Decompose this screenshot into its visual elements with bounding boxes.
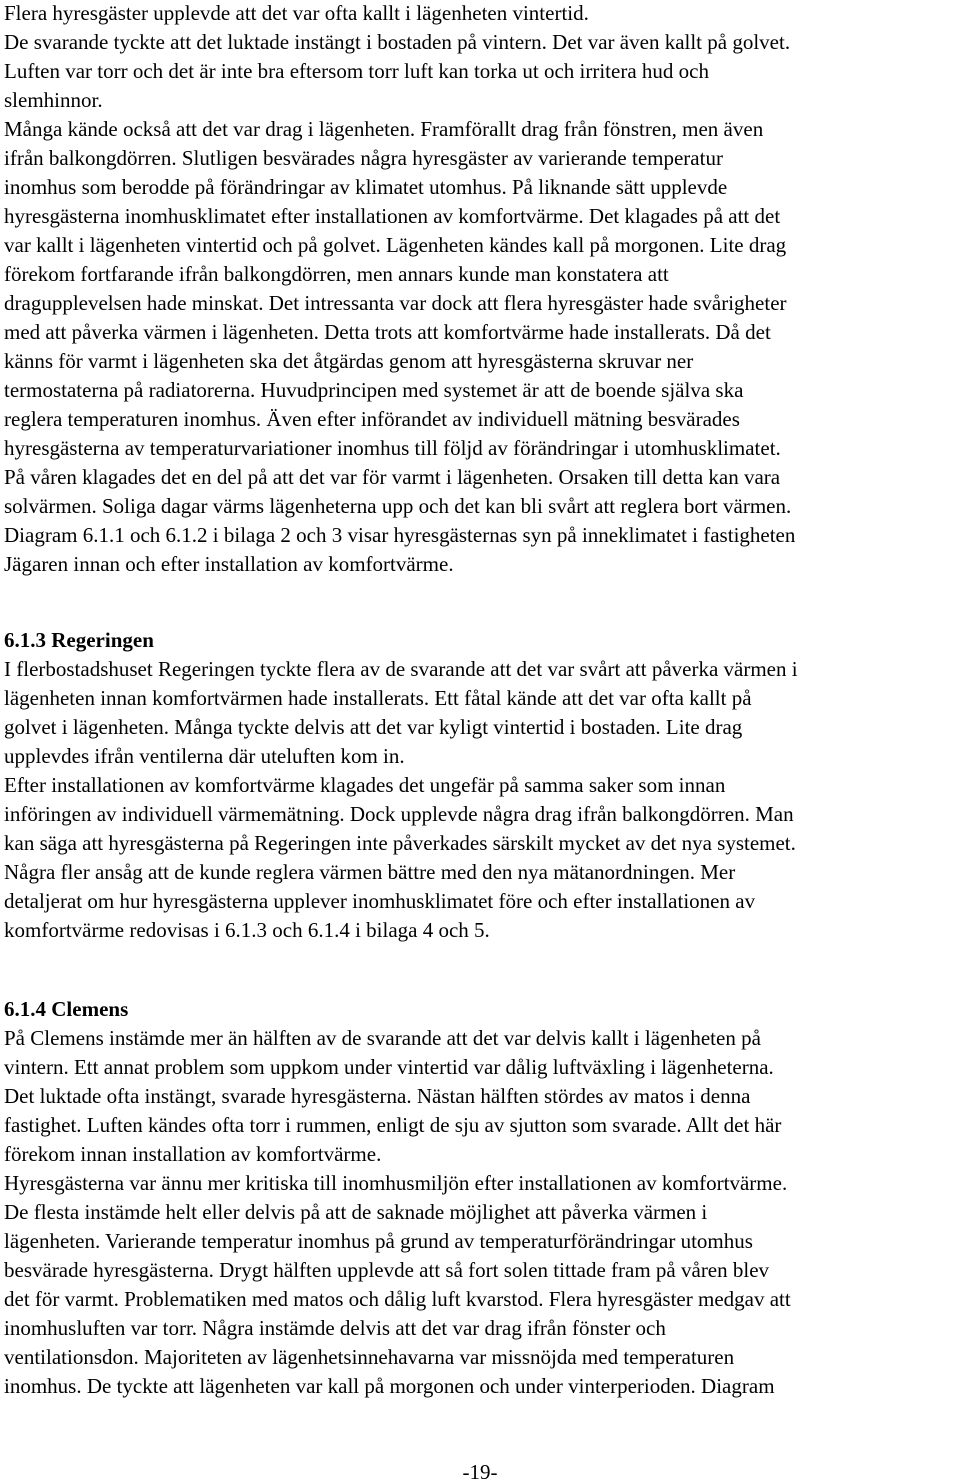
- text-line: termostaterna på radiatorerna. Huvudprincipen med systemet är att de boende själva ska: [4, 378, 744, 402]
- text-line: besvärade hyresgästerna. Drygt hälften upplevde att så fort solen tittade fram på våren blev: [4, 1258, 770, 1282]
- text-line: lägenheten innan komfortvärmen hade installerats. Ett fåtal kände att det var ofta kallt på: [4, 686, 752, 710]
- section-clemens: [4, 995, 960, 1401]
- text-line: Jägaren innan och efter installation av komfortvärme.: [4, 552, 454, 576]
- text-line: inomhus. De tyckte att lägenheten var kall på morgonen och under vinterperioden. Diagram: [4, 1374, 775, 1398]
- text-line: kan säga att hyresgästerna på Regeringen inte påverkades särskilt mycket av det nya systemet.: [4, 831, 796, 855]
- text-line: detaljerat om hur hyresgästerna upplever inomhusklimatet före och efter installationen av: [4, 889, 756, 913]
- text-line: De svarande tyckte att det luktade instängt i bostaden på vintern. Det var även kallt på golvet.: [4, 30, 791, 54]
- text-line: dragupplevelsen hade minskat. Det intressanta var dock att flera hyresgäster hade svårigheter: [4, 291, 787, 315]
- text-line: De flesta instämde helt eller delvis på att de saknade möjlighet att påverka värmen i: [4, 1200, 708, 1224]
- text-line: lägenheten. Varierande temperatur inomhus på grund av temperaturförändringar utomhus: [4, 1229, 753, 1253]
- section-heading: 6.1.4 Clemens: [4, 997, 129, 1021]
- text-line: hyresgästerna inomhusklimatet efter installationen av komfortvärme. Det klagades på att det: [4, 204, 781, 228]
- document-page: [4, 0, 960, 1401]
- text-line: fastighet. Luften kändes ofta torr i rummen, enligt de sju av sjutton som svarade. Allt det här: [4, 1113, 782, 1137]
- text-line: Några fler ansåg att de kunde reglera värmen bättre med den nya mätanordningen. Mer: [4, 860, 736, 884]
- text-line: förekom fortfarande ifrån balkongdörren, men annars kunde man konstatera att: [4, 262, 669, 286]
- text-line: känns för varmt i lägenheten ska det åtgärdas genom att hyresgästerna skruvar ner: [4, 349, 694, 373]
- text-line: På våren klagades det en del på att det var för varmt i lägenheten. Orsaken till detta kan vara: [4, 465, 781, 489]
- page-number: -19-: [462, 1460, 498, 1484]
- text-line: reglera temperaturen inomhus. Även efter införandet av individuell mätning besvärades: [4, 407, 740, 431]
- section-heading: 6.1.3 Regeringen: [4, 628, 154, 652]
- text-line: inomhusluften var torr. Några instämde delvis att det var drag ifrån fönster och: [4, 1316, 666, 1340]
- text-line: ifrån balkongdörren. Slutligen besvärades några hyresgäster av varierande temperatur: [4, 146, 723, 170]
- text-line: Diagram 6.1.1 och 6.1.2 i bilaga 2 och 3 visar hyresgästernas syn på inneklimatet i fastigheten: [4, 523, 796, 547]
- text-line: med att påverka värmen i lägenheten. Detta trots att komfortvärme hade installerats. Då det: [4, 320, 771, 344]
- text-line: hyresgästerna av temperaturvariationer inomhus till följd av förändringar i utomhusklimatet.: [4, 436, 781, 460]
- text-line: ventilationsdon. Majoriteten av lägenhetsinnehavarna var missnöjda med temperaturen: [4, 1345, 735, 1369]
- section-spacer: [4, 579, 960, 626]
- text-line: komfortvärme redovisas i 6.1.3 och 6.1.4 i bilaga 4 och 5.: [4, 918, 490, 942]
- text-line: vintern. Ett annat problem som uppkom under vintertid var dålig luftväxling i lägenheterna.: [4, 1055, 774, 1079]
- text-line: slemhinnor.: [4, 88, 103, 112]
- text-line: inomhus som berodde på förändringar av klimatet utomhus. På liknande sätt upplevde: [4, 175, 728, 199]
- text-line: Hyresgästerna var ännu mer kritiska till inomhusmiljön efter installationen av komfortvärme.: [4, 1171, 788, 1195]
- text-line: Det luktade ofta instängt, svarade hyresgästerna. Nästan hälften stördes av matos i denna: [4, 1084, 751, 1108]
- text-line: I flerbostadshuset Regeringen tyckte flera av de svarande att det var svårt att påverka värmen i: [4, 657, 798, 681]
- text-line: förekom innan installation av komfortvärme.: [4, 1142, 382, 1166]
- text-line: Många kände också att det var drag i lägenheten. Framförallt drag från fönstren, men även: [4, 117, 764, 141]
- text-line: upplevdes ifrån ventilerna där uteluften kom in.: [4, 744, 405, 768]
- intro-paragraphs: [4, 0, 960, 579]
- text-line: var kallt i lägenheten vintertid och på golvet. Lägenheten kändes kall på morgonen. Lite drag: [4, 233, 787, 257]
- text-line: införingen av individuell värmemätning. Dock upplevde några drag ifrån balkongdörren. Man: [4, 802, 794, 826]
- text-line: Flera hyresgäster upplevde att det var ofta kallt i lägenheten vintertid.: [4, 1, 589, 25]
- text-line: Efter installationen av komfortvärme klagades det ungefär på samma saker som innan: [4, 773, 726, 797]
- text-line: golvet i lägenheten. Många tyckte delvis att det var kyligt vintertid i bostaden. Lite drag: [4, 715, 743, 739]
- text-line: det för varmt. Problematiken med matos och dålig luft kvarstod. Flera hyresgäster medgav att: [4, 1287, 791, 1311]
- section-spacer: [4, 945, 960, 995]
- text-line: Luften var torr och det är inte bra eftersom torr luft kan torka ut och irritera hud och: [4, 59, 709, 83]
- text-line: solvärmen. Soliga dagar värms lägenheterna upp och det kan bli svårt att reglera bort värmen.: [4, 494, 792, 518]
- text-line: På Clemens instämde mer än hälften av de svarande att det var delvis kallt i lägenheten på: [4, 1026, 761, 1050]
- section-regeringen: [4, 626, 960, 945]
